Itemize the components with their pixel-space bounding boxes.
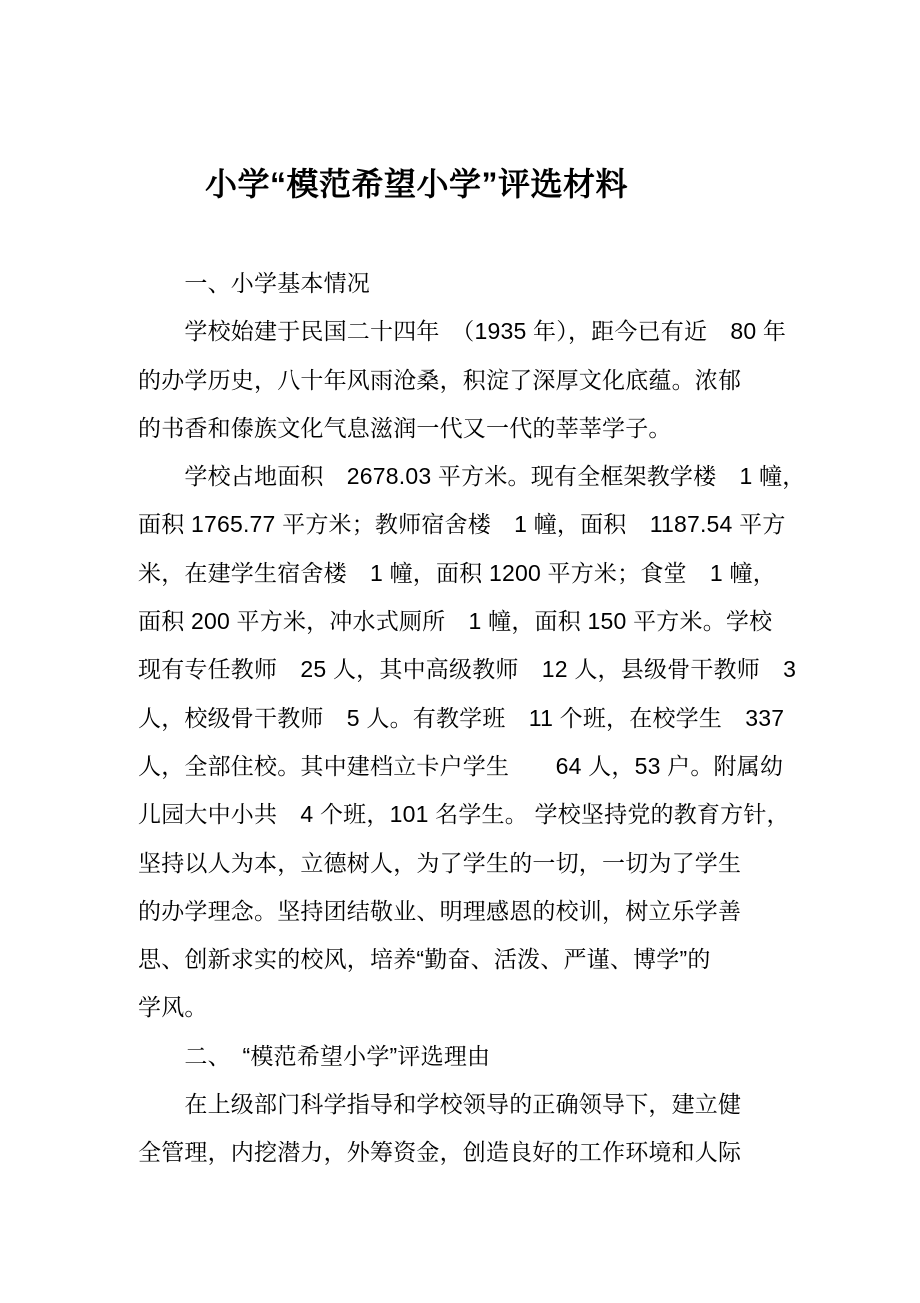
text-line: 面积 200 平方米，冲水式厕所 1 幢，面积 150 平方米。学校 — [138, 608, 773, 635]
text-line: 坚持以人为本，立德树人，为了学生的一切，一切为了学生 — [138, 849, 742, 876]
text-line: 面积 1765.77 平方米；教师宿舍楼 1 幢，面积 1187.54 平方 — [138, 511, 786, 538]
text-line: 人，全部住校。其中建档立卡户学生 64 人，53 户。附属幼 — [138, 752, 784, 779]
text-line: 二、 “模范希望小学”评选理由 — [138, 1042, 491, 1069]
text-line: 的书香和傣族文化气息滋润一代又一代的莘莘学子。 — [138, 414, 672, 441]
document-title: 小学“模范希望小学”评选材料 — [205, 166, 629, 202]
text-line: 学校始建于民国二十四年 （1935 年），距今已有近 80 年 — [138, 318, 787, 345]
text-line: 全管理，内挖潜力，外筹资金，创造良好的工作环境和人际 — [138, 1139, 742, 1166]
text-line: 一、小学基本情况 — [138, 270, 370, 296]
text-line: 学校占地面积 2678.03 平方米。现有全框架教学楼 1 幢， — [138, 463, 806, 490]
text-line: 的办学理念。坚持团结敬业、明理感恩的校训，树立乐学善 — [138, 897, 742, 924]
text-line: 思、创新求实的校风，培养“勤奋、活泼、严谨、博学”的 — [138, 946, 711, 973]
text-line: 儿园大中小共 4 个班，101 名学生。 学校坚持党的教育方针， — [138, 801, 790, 828]
text-line: 学风。 — [138, 994, 208, 1021]
document-body — [138, 259, 858, 1177]
text-line: 在上级部门科学指导和学校领导的正确领导下，建立健 — [138, 1091, 742, 1118]
text-line: 人，校级骨干教师 5 人。有教学班 11 个班，在校学生 337 — [138, 704, 785, 731]
text-line: 的办学历史，八十年风雨沧桑，积淀了深厚文化底蕴。浓郁 — [138, 366, 742, 393]
text-line: 米，在建学生宿舍楼 1 幢，面积 1200 平方米；食堂 1 幢， — [138, 559, 776, 586]
text-line: 现有专任教师 25 人，其中高级教师 12 人，县级骨干教师 3 — [138, 656, 797, 683]
